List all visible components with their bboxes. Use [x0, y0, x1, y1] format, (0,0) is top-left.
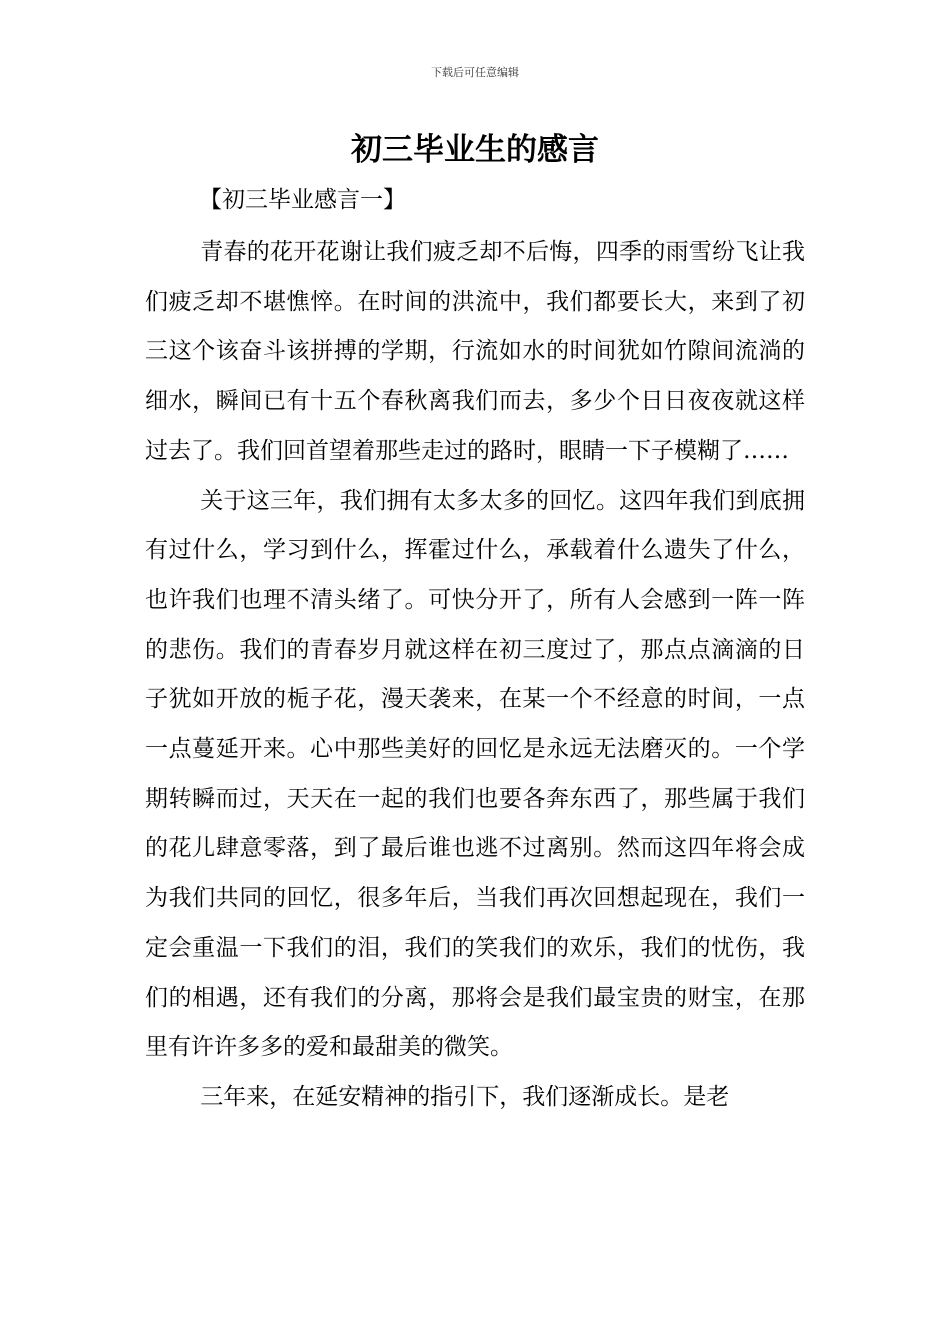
document-title: 初三毕业生的感言 — [351, 132, 599, 168]
header-note: 下载后可任意编辑 — [431, 66, 519, 79]
section-heading: 【初三毕业感言一】 — [199, 187, 406, 213]
paragraph-1: 青春的花开花谢让我们疲乏却不后悔，四季的雨雪纷飞让我们疲乏却不堪憔悴。在时间的洪流中，我们都要长大，来到了初三这个该奋斗该拼搏的学期，行流如水的时间犹如竹隙间流淌的细水，瞬间已有十五个春秋离我们而去，多少个日日夜夜就这样过去了。我们回首望着那些走过的路时，眼睛一下子模糊了…… — [145, 239, 805, 464]
body-text — [145, 228, 805, 1123]
paragraph-3: 三年来，在延安精神的指引下，我们逐渐成长。是老 — [200, 1083, 730, 1110]
paragraph-2: 关于这三年，我们拥有太多太多的回忆。这四年我们到底拥有过什么，学习到什么，挥霍过什么，承载着什么遗失了什么，也许我们也理不清头绪了。可快分开了，所有人会感到一阵一阵的悲伤。我们的青春岁月就这样在初三度过了，那点点滴滴的日子犹如开放的栀子花，漫天袭来，在某一个不经意的时间，一点一点蔓延开来。心中那些美好的回忆是永远无法磨灭的。一个学期转瞬而过，天天在一起的我们也要各奔东西了，那些属于我们的花儿肆意零落，到了最后谁也逃不过离别。然而这四年将会成为我们共同的回忆，很多年后，当我们再次回想起现在，我们一定会重温一下我们的泪，我们的笑我们的欢乐，我们的忧伤，我们的相遇，还有我们的分离，那将会是我们最宝贵的财宝，在那里有许许多多的爱和最甜美的微笑。 — [145, 487, 805, 1061]
